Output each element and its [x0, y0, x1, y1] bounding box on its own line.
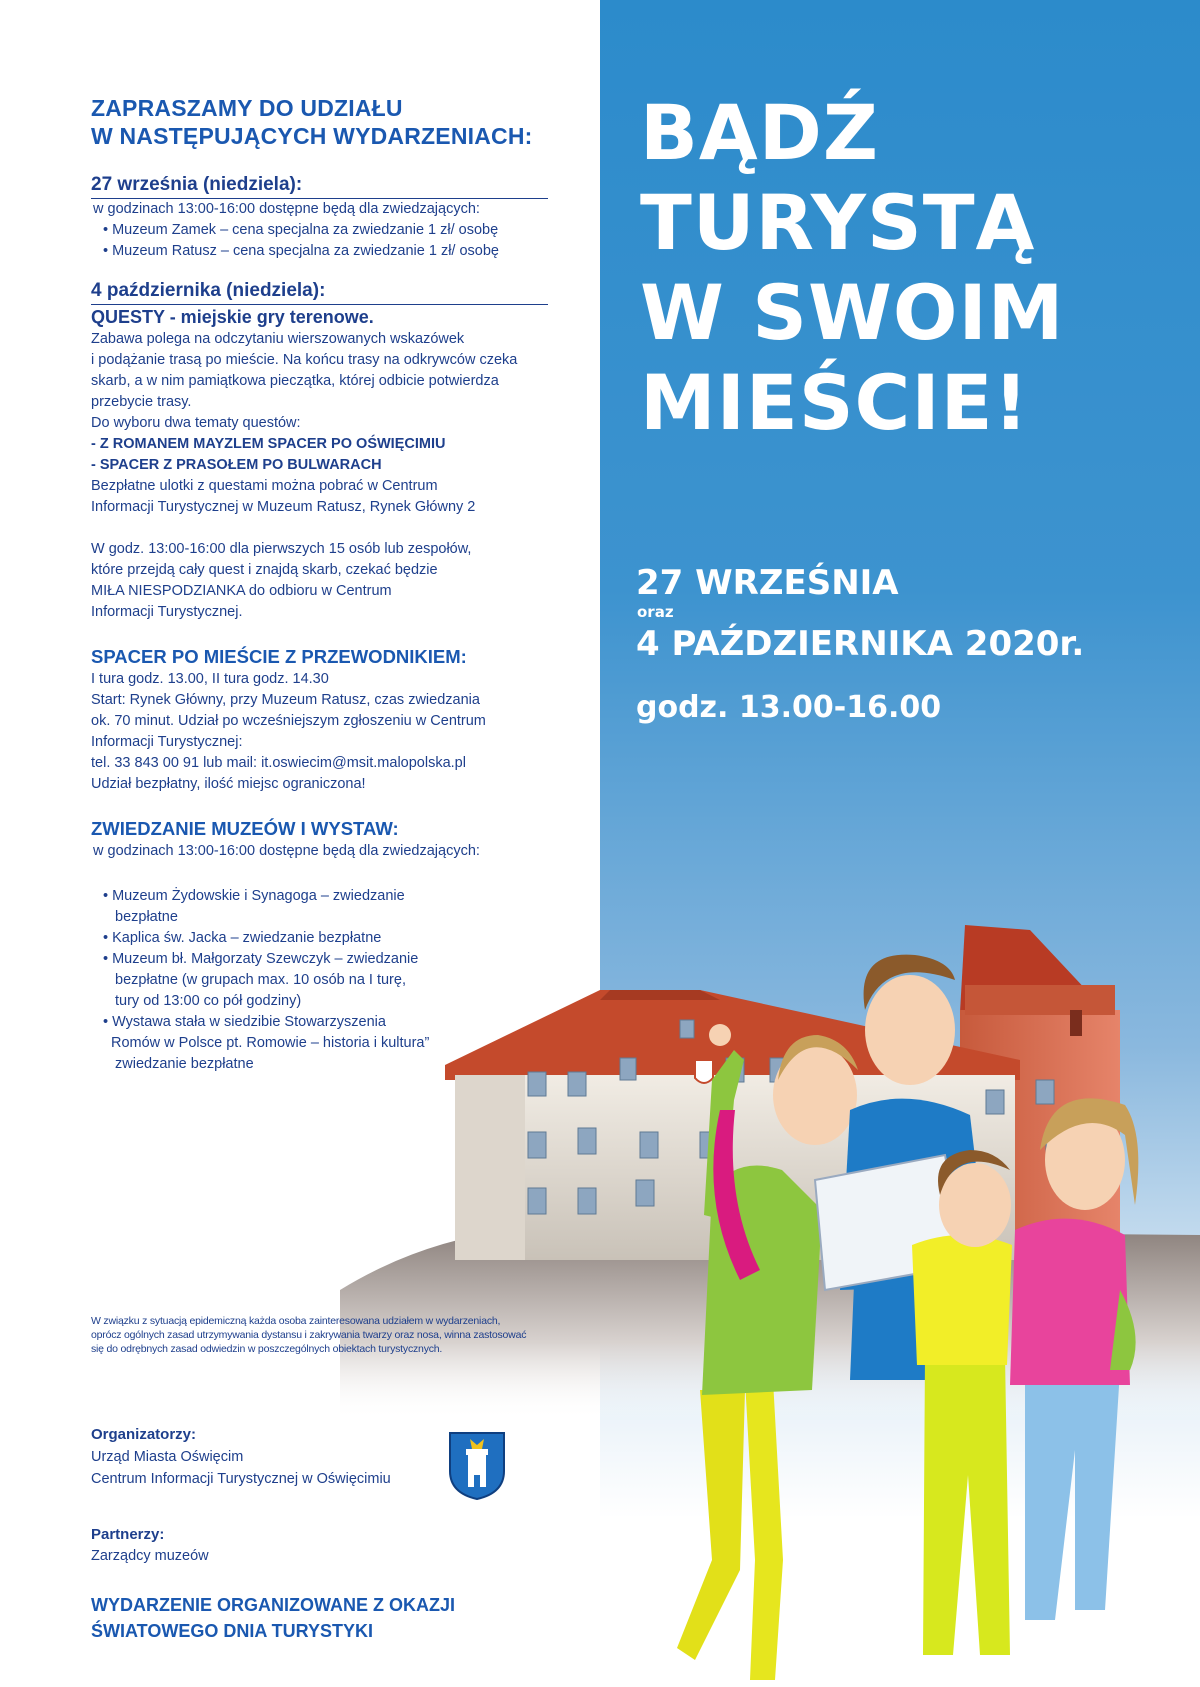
walk-line: I tura godz. 13.00, II tura godz. 14.30	[91, 671, 329, 687]
organizer-name: Centrum Informacji Turystycznej w Oświęcimiu	[91, 1471, 391, 1487]
quest-leaflets: Informacji Turystycznej w Muzeum Ratusz, Rynek Główny 2	[91, 499, 476, 515]
date-connector: oraz	[637, 603, 674, 621]
occasion-footer: WYDARZENIE ORGANIZOWANE Z OKAZJI ŚWIATOWEGO DNIA TURYSTYKI	[91, 1595, 455, 1641]
date-1: 27 WRZEŚNIA	[636, 563, 899, 603]
quest-leaflets: Bezpłatne ulotki z questami można pobrać w Centrum	[91, 478, 438, 494]
quest-desc: Do wyboru dwa tematy questów:	[91, 415, 301, 431]
walk-contact: tel. 33 843 00 91 lub mail: it.oswiecim@msit.malopolska.pl	[91, 755, 466, 771]
walk-line: Udział bezpłatny, ilość miejsc ograniczona!	[91, 776, 366, 792]
poster-title: BĄDŹ TURYSTĄ W SWOIM MIEŚCIE!	[640, 88, 1065, 447]
quest-desc: Zabawa polega na odczytaniu wierszowanych wskazówek	[91, 331, 465, 347]
museum-item: • Kaplica św. Jacka – zwiedzanie bezpłatne	[103, 930, 382, 946]
museum-item: • Wystawa stała w siedzibie Stowarzyszenia	[103, 1014, 386, 1030]
quest-desc: przebycie trasy.	[91, 394, 192, 410]
epidemic-notice: W związku z sytuacją epidemiczną każda osoba zainteresowana udziałem w wydarzeniach, oprócz ogólnych zasad utrzymywania dystansu i zakrywania twarzy oraz nosa, winna zastosować się do odrębnych zasad odwiedzin w poszczególnych obiektach turystycznych.	[91, 1315, 527, 1355]
partners-label: Partnerzy:	[91, 1526, 165, 1543]
quest-surprise: Informacji Turystycznej.	[91, 604, 243, 620]
event1-date: 27 września (niedziela):	[91, 174, 548, 199]
organizers-label: Organizatorzy:	[91, 1426, 197, 1443]
walk-line: Start: Rynek Główny, przy Muzeum Ratusz, czas zwiedzania	[91, 692, 480, 708]
museum-item-cont: bezpłatne (w grupach max. 10 osób na I turę,	[115, 972, 406, 988]
event1-intro: w godzinach 13:00-16:00 dostępne będą dla zwiedzających:	[93, 201, 480, 217]
museum-item-cont: zwiedzanie bezpłatne	[115, 1056, 254, 1072]
quest-title: QUESTY - miejskie gry terenowe.	[91, 307, 374, 327]
walk-title: SPACER PO MIEŚCIE Z PRZEWODNIKIEM:	[91, 646, 467, 667]
quest-surprise: MIŁA NIESPODZIANKA do odbioru w Centrum	[91, 583, 392, 599]
event1-item: • Muzeum Zamek – cena specjalna za zwiedzanie 1 zł/ osobę	[103, 222, 499, 238]
partners	[91, 1524, 209, 1567]
museums-title: ZWIEDZANIE MUZEÓW I WYSTAW:	[91, 818, 399, 839]
museum-item-cont: bezpłatne	[115, 909, 178, 925]
museums-intro: w godzinach 13:00-16:00 dostępne będą dla zwiedzających:	[93, 843, 480, 859]
program-heading: ZAPRASZAMY DO UDZIAŁU W NASTĘPUJĄCYCH WYDARZENIACH:	[91, 95, 533, 149]
quest-surprise: które przejdą cały quest i znajdą skarb, czekać będzie	[91, 562, 438, 578]
museum-item-cont: Romów w Polsce pt. Romowie – historia i kultura”	[111, 1035, 430, 1051]
museum-item-cont: tury od 13:00 co pół godziny)	[115, 993, 302, 1009]
event1-item: • Muzeum Ratusz – cena specjalna za zwiedzanie 1 zł/ osobę	[103, 243, 499, 259]
event-hours: godz. 13.00-16.00	[636, 690, 942, 725]
walk-line: ok. 70 minut. Udział po wcześniejszym zgłoszeniu w Centrum	[91, 713, 486, 729]
date-2: 4 PAŹDZIERNIKA 2020r.	[636, 624, 1085, 664]
event2-date: 4 października (niedziela):	[91, 280, 548, 305]
quest-theme: - Z ROMANEM MAYZLEM SPACER PO OŚWIĘCIMIU	[91, 436, 446, 452]
eagle-emblem	[695, 1060, 713, 1083]
quest-desc: i podążanie trasą po mieście. Na końcu trasy na odkrywców czeka	[91, 352, 518, 368]
event-dates	[636, 562, 1084, 728]
program-column	[91, 94, 561, 1075]
museum-item: • Muzeum bł. Małgorzaty Szewczyk – zwiedzanie	[103, 951, 419, 967]
oswiecim-coat-of-arms-icon	[448, 1431, 506, 1501]
quest-theme: - SPACER Z PRASOŁEM PO BULWARACH	[91, 457, 382, 473]
museum-item: • Muzeum Żydowskie i Synagoga – zwiedzanie	[103, 888, 405, 904]
quest-surprise: W godz. 13:00-16:00 dla pierwszych 15 osób lub zespołów,	[91, 541, 472, 557]
organizer-name: Urząd Miasta Oświęcim	[91, 1449, 244, 1465]
partner-name: Zarządcy muzeów	[91, 1548, 209, 1564]
quest-desc: skarb, a w nim pamiątkowa pieczątka, której odbicie potwierdza	[91, 373, 499, 389]
walk-line: Informacji Turystycznej:	[91, 734, 243, 750]
